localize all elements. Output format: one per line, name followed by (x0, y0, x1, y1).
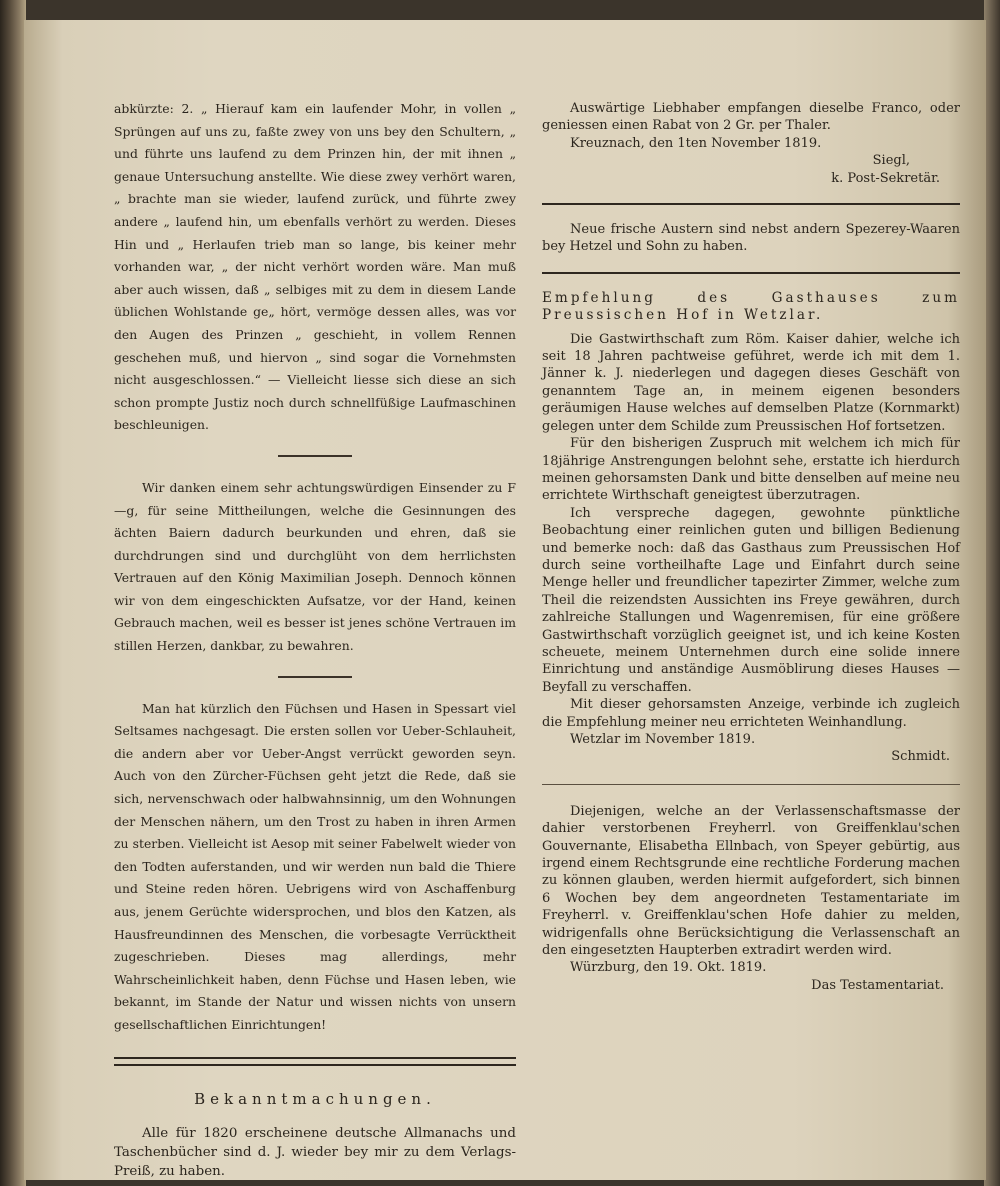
almanac-notice: Alle für 1820 erscheinene deutsche Allmanachs und Taschenbücher sind d. J. wieder bey mir zu dem Verlags-Preiß, zu haben. (114, 1126, 516, 1180)
notice-paragraph: Mit dieser gehorsamsten Anzeige, verbinde ich zugleich die Empfehlung meiner neu errichteten Weinhandlung. (542, 697, 960, 730)
foxes-hares-paragraph: Man hat kürzlich den Füchsen und Hasen in Spessart viel Seltsames nachgesagt. Die ersten sollen vor Ueber-Schlauheit, die andern aber vor Ueber-Angst verrückt geworden seyn. Auch von den Zürcher-Füchsen geht jetzt die Rede, daß sie sich, nervenschwach oder halbwahnsinnig, um den Wohnungen der Menschen nähern, um den Trost zu haben in ihren Armen zu sterben. Vielleicht ist Aesop mit seiner Fabelwelt wieder von den Todten auferstanden, und wir werden nun bald die Thiere und Steine reden hören. Uebrigens wird von Aschaffenburg aus, jenem Gerüchte widersprochen, und blos den Katzen, als Hausfreundinnen des Menschen, die vorbesagte Verrücktheit zugeschrieben. Dieses mag allerdings, mehr Wahrscheinlichkeit haben, denn Füchse und Hasen leben, wie bekannt, im Stande der Natur und wissen nichts von unsern gesellschaftlichen Einrichtungen! (114, 700, 516, 1032)
notice-signature-name: Siegl, (872, 153, 910, 169)
separator-rule (542, 784, 960, 785)
notice-signature: Das Testamentariat. (811, 977, 944, 993)
notice-text: Neue frische Austern sind nebst andern Spezerey-Waaren bey Hetzel und Sohn zu haben. (542, 222, 960, 255)
notice-text: Auswärtige Liebhaber empfangen dieselbe Franco, oder geniessen einen Rabat von 2 Gr. per Thaler. (542, 101, 960, 134)
double-rule (114, 1057, 516, 1066)
section-heading: Bekanntmachungen. (194, 1089, 436, 1108)
book-spine (0, 0, 26, 1186)
notice-paragraph: Die Gastwirthschaft zum Röm. Kaiser dahier, welche ich seit 18 Jahren pachtweise geführet, werde ich mit dem 1. Jänner k. J. niederlegen und dagegen dieses Geschäft von genanntem Tage an, in meinem eigenen besonders geräumigen Hause welches auf demselben Platze (Kornmarkt) gelegen unter dem Schilde zum Preussischen Hof fortsetzen. (542, 331, 960, 434)
newspaper-page (24, 20, 986, 1180)
mohr-paragraph: abkürzte: 2. „ Hierauf kam ein laufender Mohr, in vollen „ Sprüngen auf uns zu, faßte zwey von uns bey den Schultern, „ und führte uns laufend zu dem Prinzen hin, der mit ihnen „ genaue Untersuchung anstellte. Wie diese zwey verhört waren, „ brachte man sie wieder, laufend zurück, und führte zwey andere „ laufend hin, um ebenfalls verhört zu werden. Dieses Hin und „ Herlaufen trieb man so lange, bis keiner mehr vorhanden war, „ der nicht verhört worden wäre. Man muß aber auch wissen, daß „ selbiges mit zu dem in diesem Lande üblichen Wohlstande ge„ hört, vermöge dessen alles, was vor den Augen des Prinzen „ geschieht, in vollem Rennen geschehen muß, und hiervon „ sind sogar die Vornehmsten nicht ausgeschlossen.“ — Vielleicht liesse sich diese an sich schon prompte Justiz noch durch schnellfüßige Laufmaschinen beschleunigen. (114, 101, 516, 433)
editor-note-paragraph: Wir danken einem sehr achtungswürdigen Einsender zu F—g, für seine Mittheilungen, welche die Gesinnungen des ächten Baiern dadurch beurkunden und ehren, daß sie durchdrungen sind und durchglüht von dem herrlichsten Vertrauen auf den König Maximilian Joseph. Dennoch können wir von dem eingeschickten Aufsatze, vor der Hand, keinen Gebrauch machen, weil es besser ist jenes schöne Vertrauen im stillen Herzen, dankbar, zu bewahren. (114, 479, 516, 654)
notice-place-date: Würzburg, den 19. Okt. 1819. (570, 960, 767, 976)
notice-title: Empfehlung des Gasthauses zum Preussischen Hof in Wetzlar. (542, 289, 960, 324)
notice-place-date: Wetzlar im November 1819. (570, 732, 756, 747)
notice-signature-title: k. Post-Sekretär. (831, 170, 940, 186)
page-edge (984, 0, 1000, 1186)
separator-rule (278, 676, 352, 678)
separator-rule (542, 203, 960, 205)
separator-rule (542, 272, 960, 274)
notice-text: Diejenigen, welche an der Verlassenschaftsmasse der dahier verstorbenen Freyherrl. von Greiffenklau'schen Gouvernante, Elisabetha Ellnbach, von Speyer gebürtig, aus irgend einem Rechtsgrunde eine rechtliche Forderung machen zu können glauben, werden hiermit aufgefordert, sich binnen 6 Wochen bey dem angeordneten Testamentariate im Freyherrl. v. Greiffenklau'schen Hofe dahier zu melden, widrigenfalls ohne Berücksichtigung die Verlassenschaft an den eingesetzten Haupterben extradirt werden wird. (542, 803, 960, 959)
notice-signature: Schmidt. (891, 749, 950, 765)
notice-paragraph: Für den bisherigen Zuspruch mit welchem ich mich für 18jährige Anstrengungen belohnt sehe, erstatte ich hierdurch meinen gehorsamsten Dank und bitte denselben auf meine neu errichtete Wirthschaft geneigtest überzutragen. (542, 436, 960, 504)
notice-paragraph: Ich verspreche dagegen, gewohnte pünktliche Beobachtung einer reinlichen guten und billigen Bedienung und bemerke noch: daß das Gasthaus zum Preussischen Hof durch seine vortheilhafte Lage und Einfahrt durch seine Menge heller und freundlicher tapezirter Zimmer, welche zum Theil die reizendsten Aussichten ins Freye gewähren, durch zahlreiche Stallungen und Wagenremisen, für eine größere Gastwirthschaft vorzüglich geeignet ist, und ich keine Kosten scheuete, meinem Unternehmen durch eine solide innere Einrichtung und anständige Ausmöblirung dieses Hauses — Beyfall zu verschaffen. (542, 505, 960, 695)
notice-place-date: Kreuznach, den 1ten November 1819. (570, 135, 822, 151)
notice-testament (542, 803, 960, 994)
right-column (542, 100, 960, 994)
notice-post-office (542, 100, 960, 187)
notice-oysters (542, 221, 960, 256)
left-column (114, 98, 516, 1181)
separator-rule (278, 455, 352, 457)
notice-gasthaus (542, 290, 960, 766)
